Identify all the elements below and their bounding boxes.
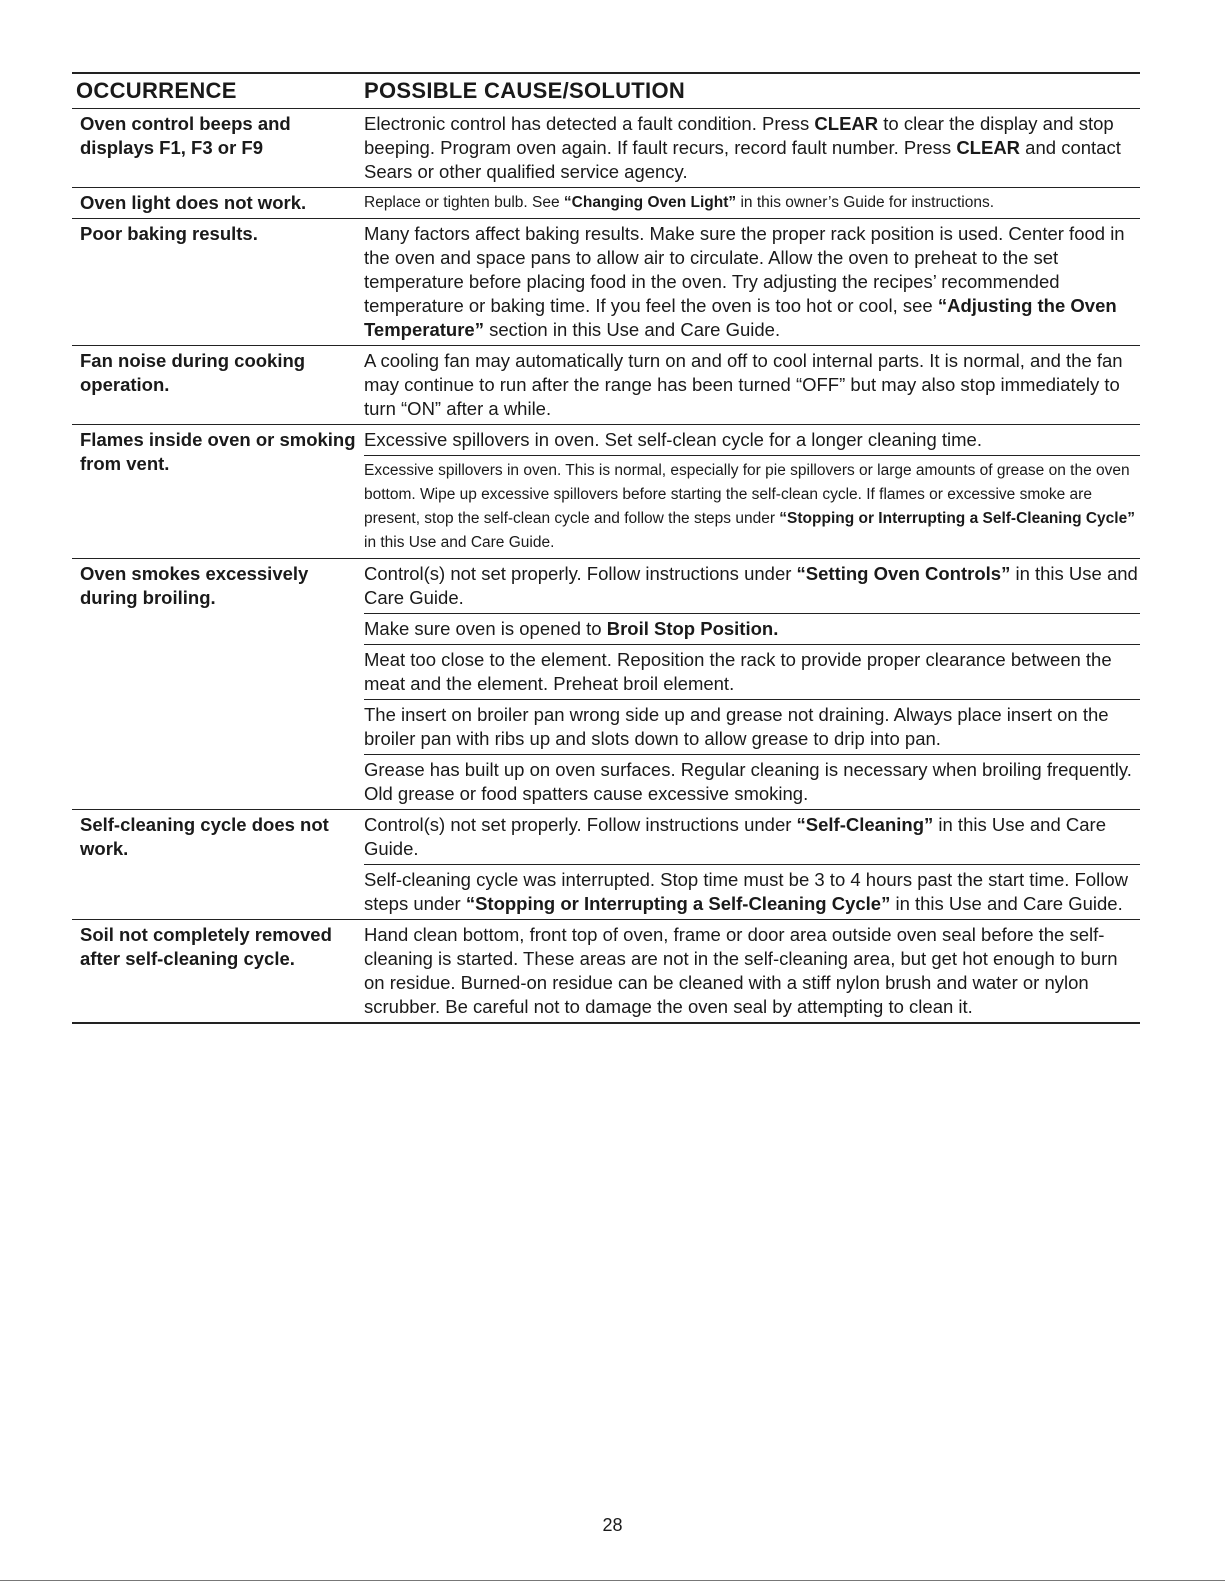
solution-text <box>364 188 1140 218</box>
page-number: 28 <box>602 1515 623 1535</box>
solutions-cell <box>364 219 1140 345</box>
solution-fragment: Meat too close to the element. Reposition the rack to provide proper clearance between the meat and the element. Preheat broil element. <box>364 649 1112 694</box>
solution-text <box>364 920 1140 1022</box>
solution-text <box>364 613 1140 644</box>
solution-fragment: Excessive spillovers in oven. Set self-clean cycle for a longer cleaning time. <box>364 429 982 450</box>
solution-fragment: Electronic control has detected a fault condition. Press <box>364 113 815 134</box>
solutions-cell <box>364 188 1140 218</box>
solution-fragment: The insert on broiler pan wrong side up and grease not draining. Always place insert on the broiler pan with ribs up and slots down to allow grease to drip into pan. <box>364 704 1109 749</box>
occurrence-cell: Flames inside oven or smoking from vent. <box>80 429 356 474</box>
occurrence-cell: Soil not completely removed after self-cleaning cycle. <box>80 924 332 969</box>
solution-reference: “Stopping or Interrupting a Self-Cleaning Cycle” <box>779 510 1135 527</box>
table-row <box>72 425 1140 559</box>
solution-text <box>364 644 1140 699</box>
solution-fragment: Control(s) not set properly. Follow instructions under <box>364 563 797 584</box>
solution-text <box>364 699 1140 754</box>
solution-fragment: section in this Use and Care Guide. <box>483 319 781 340</box>
solution-text <box>364 754 1140 809</box>
solution-fragment: in this Use and Care Guide. <box>364 814 1107 859</box>
solution-text <box>364 219 1140 345</box>
solution-fragment: A cooling fan may automatically turn on and off to cool internal parts. It is normal, and the fan may continue to run after the range has been turned “OFF” but may also stop immediately to turn “ON” after a while. <box>364 350 1123 419</box>
solution-reference: Broil Stop Position. <box>606 618 779 639</box>
solution-fragment: Self-cleaning cycle was interrupted. Stop time must be 3 to 4 hours past the start time. Follow steps under <box>364 869 1128 914</box>
table-body <box>72 109 1140 1024</box>
table-header <box>72 72 1140 109</box>
solution-text <box>364 559 1140 613</box>
solution-fragment: Many factors affect baking results. Make sure the proper rack position is used. Center food in the oven and space pans to allow air to circulate. Allow the oven to preheat to the set temperature before placing food in the oven. Try adjusting the recipes’ recommended temperature or baking time. If you feel the oven is too hot or cool, see <box>364 223 1125 316</box>
occurrence-cell: Oven light does not work. <box>80 192 307 213</box>
table-row <box>72 219 1140 346</box>
solution-fragment: Grease has built up on oven surfaces. Regular cleaning is necessary when broiling frequently. Old grease or food spatters cause excessive smoking. <box>364 759 1132 804</box>
table-row <box>72 109 1140 188</box>
solutions-cell <box>364 109 1140 187</box>
table-row <box>72 346 1140 425</box>
solution-text <box>364 109 1140 187</box>
occurrence-cell: Oven control beeps and displays F1, F3 or F9 <box>80 113 291 158</box>
solution-fragment: in this owner’s Guide for instructions. <box>736 194 995 211</box>
solution-text <box>364 864 1140 919</box>
table-row <box>72 559 1140 810</box>
solution-reference: “Stopping or Interrupting a Self-Cleaning Cycle” <box>465 893 891 914</box>
solutions-cell <box>364 425 1140 558</box>
solution-fragment: Replace or tighten bulb. See <box>364 194 564 211</box>
bottom-rule <box>0 1580 1225 1581</box>
solution-fragment: in this Use and Care Guide. <box>890 893 1123 914</box>
solution-fragment: in this Use and Care Guide. <box>364 534 555 551</box>
occurrence-column-header: OCCURRENCE <box>76 78 237 103</box>
solution-fragment: Control(s) not set properly. Follow instructions under <box>364 814 797 835</box>
solution-fragment: and contact Sears or other qualified service agency. <box>364 137 1121 182</box>
occurrence-cell: Self-cleaning cycle does not work. <box>80 814 329 859</box>
solution-text <box>364 346 1140 424</box>
solution-reference: “Changing Oven Light” <box>563 194 737 211</box>
solution-fragment: Make sure oven is opened to <box>364 618 607 639</box>
solution-fragment: Excessive spillovers in oven. This is normal, especially for pie spillovers or large amounts of grease on the oven bottom. Wipe up excessive spillovers before starting the self-clean cycle. If flames or excessive smoke are present, stop the self-clean cycle and follow the steps under <box>364 462 1130 527</box>
table-row <box>72 188 1140 219</box>
solution-text <box>364 810 1140 864</box>
table-row <box>72 810 1140 920</box>
solution-reference: CLEAR <box>814 113 879 134</box>
solution-text <box>364 455 1140 558</box>
solution-fragment: in this Use and Care Guide. <box>364 563 1138 608</box>
solution-reference: “Self-Cleaning” <box>796 814 934 835</box>
solution-reference: “Setting Oven Controls” <box>796 563 1011 584</box>
solution-reference: CLEAR <box>956 137 1021 158</box>
occurrence-cell: Oven smokes excessively during broiling. <box>80 563 309 608</box>
occurrence-cell: Poor baking results. <box>80 223 258 244</box>
solution-text <box>364 425 1140 455</box>
solution-column-header: POSSIBLE CAUSE/SOLUTION <box>364 78 686 103</box>
solutions-cell <box>364 559 1140 809</box>
troubleshooting-table <box>72 72 1140 1024</box>
solution-reference: “Adjusting the Oven Temperature” <box>364 295 1117 340</box>
solutions-cell <box>364 920 1140 1022</box>
solutions-cell <box>364 810 1140 919</box>
solution-fragment: to clear the display and stop beeping. Program oven again. If fault recurs, record fault number. Press <box>364 113 1114 158</box>
table-row <box>72 920 1140 1024</box>
solutions-cell <box>364 346 1140 424</box>
occurrence-cell: Fan noise during cooking operation. <box>80 350 306 395</box>
solution-fragment: Hand clean bottom, front top of oven, frame or door area outside oven seal before the self-cleaning is started. These areas are not in the self-cleaning area, but get hot enough to burn on residue. Burned-on residue can be cleaned with a stiff nylon brush and water or nylon scrubber. Be careful not to damage the oven seal by attempting to clean it. <box>364 924 1118 1017</box>
